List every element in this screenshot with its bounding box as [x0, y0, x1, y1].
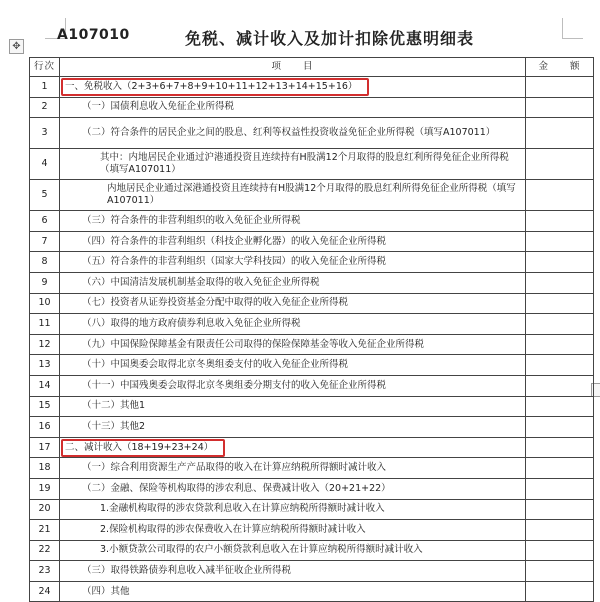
row-item[interactable]: （一）国债利息收入免征企业所得税	[60, 97, 526, 118]
table-row	[30, 97, 594, 118]
row-number: 6	[30, 211, 60, 232]
row-number: 11	[30, 314, 60, 335]
deduction-detail-table	[29, 57, 594, 602]
row-item[interactable]: 3.小额贷款公司取得的农户小额贷款利息收入在计算应纳税所得额时减计收入	[60, 540, 526, 561]
row-amount[interactable]	[526, 375, 594, 396]
row-number: 17	[30, 437, 60, 458]
row-amount[interactable]	[526, 417, 594, 438]
form-code: A107010	[57, 27, 130, 43]
row-amount[interactable]	[526, 149, 594, 180]
row-number: 1	[30, 77, 60, 98]
form-header	[37, 24, 577, 50]
table-row	[30, 211, 594, 232]
row-item[interactable]: 2.保险机构取得的涉农保费收入在计算应纳税所得额时减计收入	[60, 520, 526, 541]
row-number: 9	[30, 272, 60, 293]
row-item[interactable]: 1.金融机构取得的涉农贷款利息收入在计算应纳税所得额时减计收入	[60, 499, 526, 520]
row-item[interactable]: （五）符合条件的非营利组织（国家大学科技园）的收入免征企业所得税	[60, 252, 526, 273]
table-row	[30, 520, 594, 541]
row-amount[interactable]	[526, 561, 594, 582]
row-number: 2	[30, 97, 60, 118]
row-amount[interactable]	[526, 355, 594, 376]
row-item[interactable]: 内地居民企业通过深港通投资且连续持有H股满12个月取得的股息红利所得免征企业所得税（填写A107011）	[60, 180, 526, 211]
table-row	[30, 272, 594, 293]
table-row	[30, 355, 594, 376]
row-amount[interactable]	[526, 520, 594, 541]
row-number: 22	[30, 540, 60, 561]
table-row	[30, 540, 594, 561]
row-number: 19	[30, 478, 60, 499]
row-item[interactable]: （七）投资者从证券投资基金分配中取得的收入免征企业所得税	[60, 293, 526, 314]
table-row	[30, 417, 594, 438]
row-number: 7	[30, 231, 60, 252]
table-row	[30, 293, 594, 314]
row-item[interactable]: （十）中国奥委会取得北京冬奥组委支付的收入免征企业所得税	[60, 355, 526, 376]
table-row	[30, 314, 594, 335]
table-row	[30, 437, 594, 458]
header-row-number: 行次	[30, 58, 60, 77]
row-amount[interactable]	[526, 458, 594, 479]
row-amount[interactable]	[526, 314, 594, 335]
row-item[interactable]: （十一）中国残奥委会取得北京冬奥组委分期支付的收入免征企业所得税	[60, 375, 526, 396]
row-number: 12	[30, 334, 60, 355]
row-number: 16	[30, 417, 60, 438]
table-row	[30, 458, 594, 479]
row-number: 10	[30, 293, 60, 314]
row-item[interactable]: （四）符合条件的非营利组织（科技企业孵化器）的收入免征企业所得税	[60, 231, 526, 252]
row-number: 15	[30, 396, 60, 417]
row-item[interactable]: （八）取得的地方政府债券利息收入免征企业所得税	[60, 314, 526, 335]
table-row	[30, 396, 594, 417]
row-item[interactable]: （六）中国清洁发展机制基金取得的收入免征企业所得税	[60, 272, 526, 293]
table-row	[30, 334, 594, 355]
row-amount[interactable]	[526, 97, 594, 118]
row-number: 4	[30, 149, 60, 180]
highlight-box-reduced-income: 二、减计收入（18+19+23+24）	[61, 439, 225, 457]
row-number: 13	[30, 355, 60, 376]
table-row	[30, 118, 594, 149]
row-amount[interactable]	[526, 293, 594, 314]
row-amount[interactable]	[526, 478, 594, 499]
table-row	[30, 478, 594, 499]
table-header-row	[30, 58, 594, 77]
row-amount[interactable]	[526, 231, 594, 252]
table-row	[30, 252, 594, 273]
row-item[interactable]: （一）综合利用资源生产产品取得的收入在计算应纳税所得额时减计收入	[60, 458, 526, 479]
row-amount[interactable]	[526, 252, 594, 273]
row-number: 21	[30, 520, 60, 541]
table-row	[30, 77, 594, 98]
highlight-box-tax-exempt-income: 一、免税收入（2+3+6+7+8+9+10+11+12+13+14+15+16）	[61, 78, 369, 96]
row-amount[interactable]	[526, 396, 594, 417]
table-row	[30, 499, 594, 520]
header-amount: 金 额	[526, 58, 594, 77]
row-number: 14	[30, 375, 60, 396]
row-amount[interactable]	[526, 540, 594, 561]
row-item[interactable]: （二）金融、保险等机构取得的涉农利息、保费减计收入（20+21+22）	[60, 478, 526, 499]
table-move-handle-icon[interactable]: ✥	[9, 39, 24, 54]
table-row	[30, 561, 594, 582]
row-amount[interactable]	[526, 118, 594, 149]
row-item[interactable]: （十二）其他1	[60, 396, 526, 417]
row-number: 20	[30, 499, 60, 520]
row-item[interactable]: （三）符合条件的非营利组织的收入免征企业所得税	[60, 211, 526, 232]
row-number: 5	[30, 180, 60, 211]
row-number: 23	[30, 561, 60, 582]
row-item[interactable]: （九）中国保险保障基金有限责任公司取得的保险保障基金等收入免征企业所得税	[60, 334, 526, 355]
table-row	[30, 180, 594, 211]
row-item[interactable]: （四）其他	[60, 581, 526, 602]
row-amount[interactable]	[526, 272, 594, 293]
table-row	[30, 375, 594, 396]
row-number: 24	[30, 581, 60, 602]
row-item[interactable]: 其中：内地居民企业通过沪港通投资且连续持有H股满12个月取得的股息红利所得免征企业所得税（填写A107011）	[60, 149, 526, 180]
row-item[interactable]	[60, 77, 526, 98]
table-row	[30, 231, 594, 252]
row-item[interactable]: （十三）其他2	[60, 417, 526, 438]
row-number: 8	[30, 252, 60, 273]
row-item[interactable]	[60, 437, 526, 458]
row-item[interactable]: （三）取得铁路债券利息收入减半征收企业所得税	[60, 561, 526, 582]
row-number: 18	[30, 458, 60, 479]
row-amount[interactable]	[526, 77, 594, 98]
row-amount[interactable]	[526, 499, 594, 520]
row-item[interactable]: （二）符合条件的居民企业之间的股息、红利等权益性投资收益免征企业所得税（填写A107011）	[60, 118, 526, 149]
table-row	[30, 149, 594, 180]
row-amount[interactable]	[526, 334, 594, 355]
row-amount[interactable]	[526, 180, 594, 211]
row-number: 3	[30, 118, 60, 149]
row-amount[interactable]	[526, 437, 594, 458]
header-item: 项 目	[60, 58, 526, 77]
form-title: 免税、减计收入及加计扣除优惠明细表	[185, 29, 475, 48]
row-amount[interactable]	[526, 211, 594, 232]
